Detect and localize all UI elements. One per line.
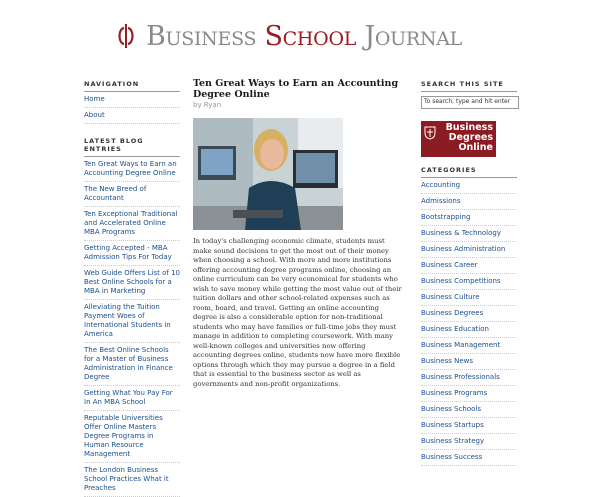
latest-entry-link[interactable]: Ten Great Ways to Earn an Accounting Degree Online [84, 157, 180, 182]
post-title[interactable]: Ten Great Ways to Earn an Accounting Degree Online [193, 78, 399, 100]
site-title[interactable] [146, 22, 462, 52]
logo-icon[interactable] [116, 22, 138, 50]
category-link[interactable]: Business Competitions [421, 274, 517, 290]
main-content [193, 78, 405, 389]
category-link[interactable]: Business Professionals [421, 370, 517, 386]
latest-entry-link[interactable]: Getting What You Pay For In An MBA School [84, 386, 180, 411]
latest-entries-heading: LATEST BLOG ENTRIES [84, 137, 180, 157]
category-link[interactable]: Business & Technology [421, 226, 517, 242]
latest-entry-link[interactable]: Alleviating the Tuition Payment Woes of International Students in America [84, 300, 180, 343]
categories-list [421, 178, 517, 466]
site-title-word-1: Business [146, 21, 257, 52]
category-link[interactable]: Business Schools [421, 402, 517, 418]
post-byline: by Ryan [193, 101, 222, 109]
category-link[interactable]: Business Administration [421, 242, 517, 258]
categories-section [421, 166, 517, 466]
category-link[interactable]: Business Startups [421, 418, 517, 434]
right-sidebar [421, 80, 517, 466]
navigation-heading: NAVIGATION [84, 80, 180, 92]
navigation-list [84, 92, 180, 124]
category-link[interactable]: Business Education [421, 322, 517, 338]
categories-heading: CATEGORIES [421, 166, 517, 178]
post-photo [193, 118, 343, 230]
category-link[interactable]: Admissions [421, 194, 517, 210]
nav-item-about[interactable]: About [84, 108, 180, 124]
latest-entry-link[interactable]: Web Guide Offers List of 10 Best Online Schools for a MBA in Marketing [84, 266, 180, 300]
category-link[interactable]: Business Success [421, 450, 517, 466]
latest-entries-list [84, 157, 180, 497]
site-title-word-3: Journal [364, 21, 462, 52]
banner-line-1: Business [445, 122, 493, 133]
search-heading: SEARCH THIS SITE [421, 80, 517, 92]
business-degrees-online-banner[interactable] [421, 121, 496, 157]
category-link[interactable]: Business Management [421, 338, 517, 354]
category-link[interactable]: Business Culture [421, 290, 517, 306]
category-link[interactable]: Business News [421, 354, 517, 370]
category-link[interactable]: Business Degrees [421, 306, 517, 322]
nav-item-home[interactable]: Home [84, 92, 180, 108]
shield-icon [424, 126, 436, 140]
category-link[interactable]: Business Programs [421, 386, 517, 402]
left-sidebar [84, 80, 180, 497]
post-body: In today's challenging economic climate, students must make sound decisions to get the most out of their money when choosing a school. With more and more institutions offering accounting degree programs online, choosing an online curriculum can be very economical for students who wish to save money while getting the most value out of their tuition dollars and other school-related expenses such as room, board, and travel. Getting an online accounting degree is also a considerable option for non-traditional students who may have families or full-time jobs they must manage in addition to completing coursework. With many well-known colleges and universities now offering accounting degrees online, students now have more flexible options through which they may pursue a degree in a field that is essential to the business sector as well as governments and non-profit organizations. [193, 237, 402, 388]
latest-entry-link[interactable]: The Best Online Schools for a Master of Business Administration in Finance Degree [84, 343, 180, 386]
latest-entry-link[interactable]: Reputable Universities Offer Online Masters Degree Programs in Human Resource Management [84, 411, 180, 463]
latest-entry-link[interactable]: Ten Exceptional Traditional and Accelerated Online MBA Programs [84, 207, 180, 241]
category-link[interactable]: Business Strategy [421, 434, 517, 450]
category-link[interactable]: Accounting [421, 178, 517, 194]
banner-line-3: Online [458, 142, 493, 153]
latest-entry-link[interactable]: Getting Accepted - MBA Admission Tips For Today [84, 241, 180, 266]
site-header [0, 0, 600, 70]
site-title-word-2: School [264, 21, 357, 52]
banner-line-2: Degrees [448, 132, 493, 143]
search-input[interactable]: To search, type and hit enter [421, 96, 519, 109]
category-link[interactable]: Business Career [421, 258, 517, 274]
category-link[interactable]: Bootstrapping [421, 210, 517, 226]
latest-entry-link[interactable]: The London Business School Practices What it Preaches [84, 463, 180, 497]
latest-entry-link[interactable]: The New Breed of Accountant [84, 182, 180, 207]
